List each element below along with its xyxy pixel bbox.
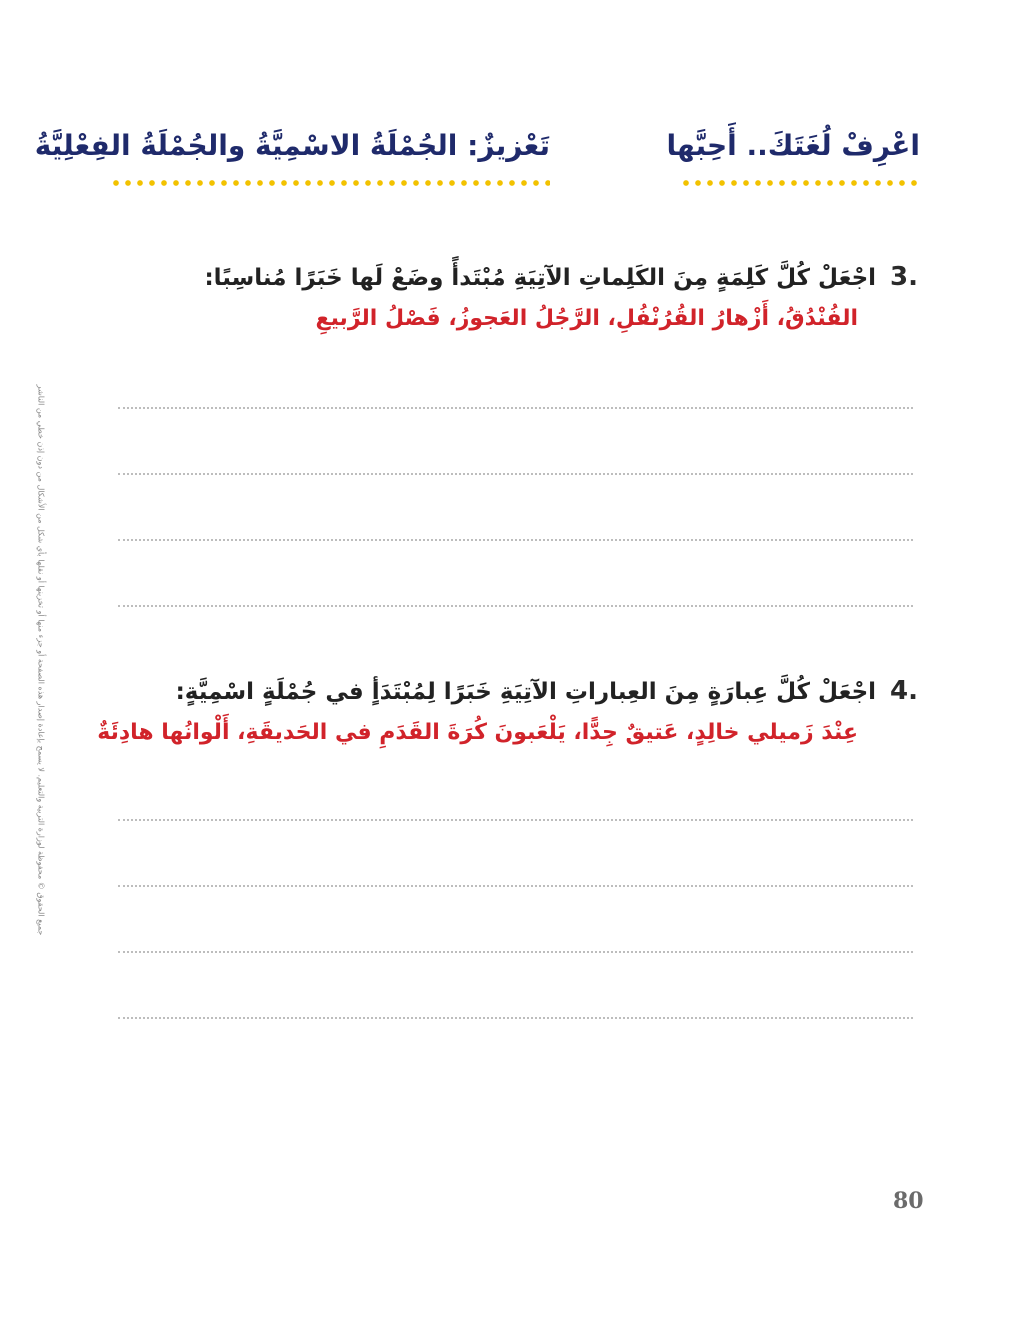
- copyright-side-note: [34, 310, 48, 1010]
- question-words: الفُنْدُقُ، أَزْهارُ القُرُنْفُلِ، الرَّجُلُ العَجوزُ، فَصْلُ الرَّبيعِ: [315, 306, 858, 331]
- title-dot-underline: [110, 180, 550, 186]
- series-dot-underline: [680, 180, 920, 186]
- answer-line[interactable]: [118, 1017, 913, 1019]
- lesson-title-block: [34, 120, 550, 186]
- lesson-title: تَعْزيزٌ: الجُمْلَةُ الاسْمِيَّةُ والجُمْلَةُ الفِعْلِيَّةُ: [34, 129, 550, 162]
- question-words: عِنْدَ زَميلي خالِدٍ، عَتيقٌ جِدًّا، يَلْعَبونَ كُرَةَ القَدَمِ في الحَديقَةِ، أَلْوانُها هادِئَةٌ: [97, 720, 858, 745]
- question-3: [204, 262, 918, 331]
- answer-line[interactable]: [118, 473, 913, 475]
- answer-line[interactable]: [118, 885, 913, 887]
- question-prompt: اجْعَلْ كُلَّ كَلِمَةٍ مِنَ الكَلِماتِ الآتِيَةِ مُبْتَدأً وضَعْ لَها خَبَرًا مُناسِبًا:: [204, 265, 877, 291]
- page-number: 80: [893, 1188, 924, 1214]
- series-title: اعْرِفْ لُغَتَكَ.. أَحِبَّها: [666, 129, 920, 162]
- copyright-text: جميع الحقوق © محفوظة لوزارة التربية والتعليم. لا يسمح بإعادة إصدار هذه الصفحة أو جزء منها أو تخزينها أو نقلها بأي شكل من الأشكال من دون إذن خطي من الناشر: [36, 384, 46, 936]
- answer-line[interactable]: [118, 539, 913, 541]
- answer-line[interactable]: [118, 605, 913, 607]
- question-4: [97, 676, 918, 745]
- question-prompt: اجْعَلْ كُلَّ عِبارَةٍ مِنَ العِباراتِ الآتِيَةِ خَبَرًا لِمُبْتَدَأٍ في جُمْلَةٍ اسْمِيَّةٍ:: [175, 679, 877, 705]
- series-title-block: [666, 120, 920, 186]
- answer-line[interactable]: [118, 819, 913, 821]
- answer-line[interactable]: [118, 951, 913, 953]
- question-number: 3.: [890, 262, 918, 292]
- answer-line[interactable]: [118, 407, 913, 409]
- question-number: 4.: [890, 676, 918, 706]
